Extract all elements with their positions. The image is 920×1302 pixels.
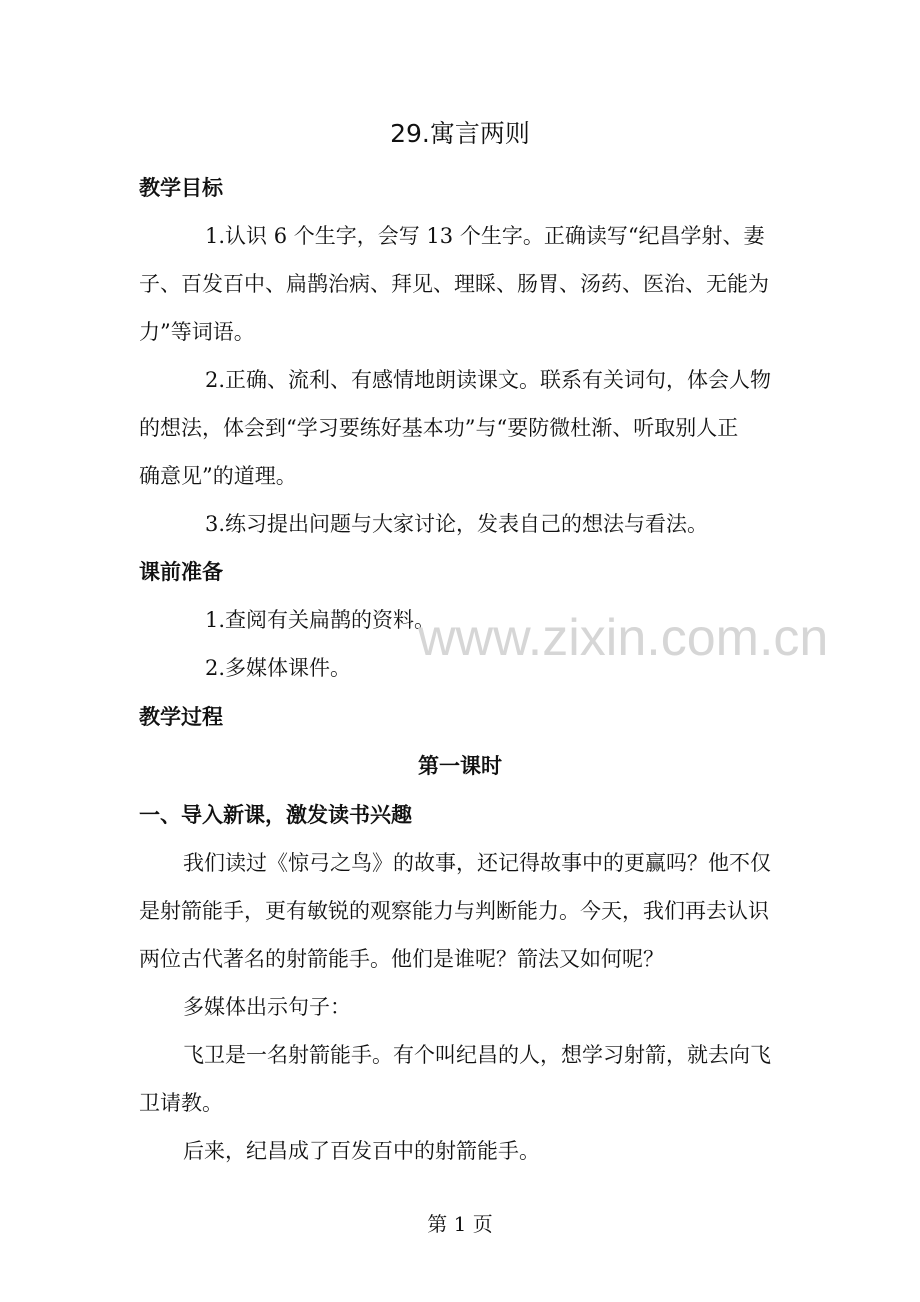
objective-3-line-1: 3.练习提出问题与大家讨论，发表自己的想法与看法。: [205, 512, 709, 536]
preparation-item-1: 1.查阅有关扁鹊的资料。: [205, 608, 436, 632]
objective-1-line-1: 1.认识 6 个生字，会写 13 个生字。正确读写“纪昌学射、妻: [205, 224, 765, 248]
preparation-item-2: 2.多媒体课件。: [205, 656, 352, 680]
objectives-heading: 教学目标: [139, 176, 223, 200]
paragraph-1-line-2: 是射箭能手，更有敏锐的观察能力与判断能力。今天，我们再去认识: [139, 899, 769, 923]
objective-1-line-3: 力”等词语。: [139, 320, 255, 344]
page-title: 29.寓言两则: [390, 119, 530, 148]
page-number-footer: 第 1 页: [427, 1212, 493, 1236]
objective-1-line-2: 子、百发百中、扁鹊治病、拜见、理睬、肠胃、汤药、医治、无能为: [139, 272, 769, 296]
objective-2-line-1: 2.正确、流利、有感情地朗读课文。联系有关词句，体会人物: [205, 368, 772, 392]
preparation-heading: 课前准备: [139, 560, 223, 584]
paragraph-1-line-1: 我们读过《惊弓之鸟》的故事，还记得故事中的更赢吗？他不仅: [183, 851, 771, 875]
paragraph-1-line-3: 两位古代著名的射箭能手。他们是谁呢？箭法又如何呢？: [139, 947, 664, 971]
paragraph-3-line-2: 卫请教。: [139, 1091, 223, 1115]
objective-2-line-2: 的想法，体会到“学习要练好基本功”与“要防微杜渐、听取别人正: [139, 416, 739, 440]
watermark: www.zixin.com.cn: [418, 609, 829, 667]
part-1-heading: 一、导入新课，激发读书兴趣: [139, 803, 412, 827]
process-heading: 教学过程: [139, 705, 223, 729]
objective-2-line-3: 确意见”的道理。: [139, 464, 297, 488]
paragraph-2-line-1: 多媒体出示句子：: [183, 995, 351, 1019]
paragraph-4-line-1: 后来，纪昌成了百发百中的射箭能手。: [183, 1139, 540, 1163]
lesson-heading: 第一课时: [418, 754, 502, 778]
paragraph-3-line-1: 飞卫是一名射箭能手。有个叫纪昌的人，想学习射箭，就去向飞: [183, 1043, 771, 1067]
